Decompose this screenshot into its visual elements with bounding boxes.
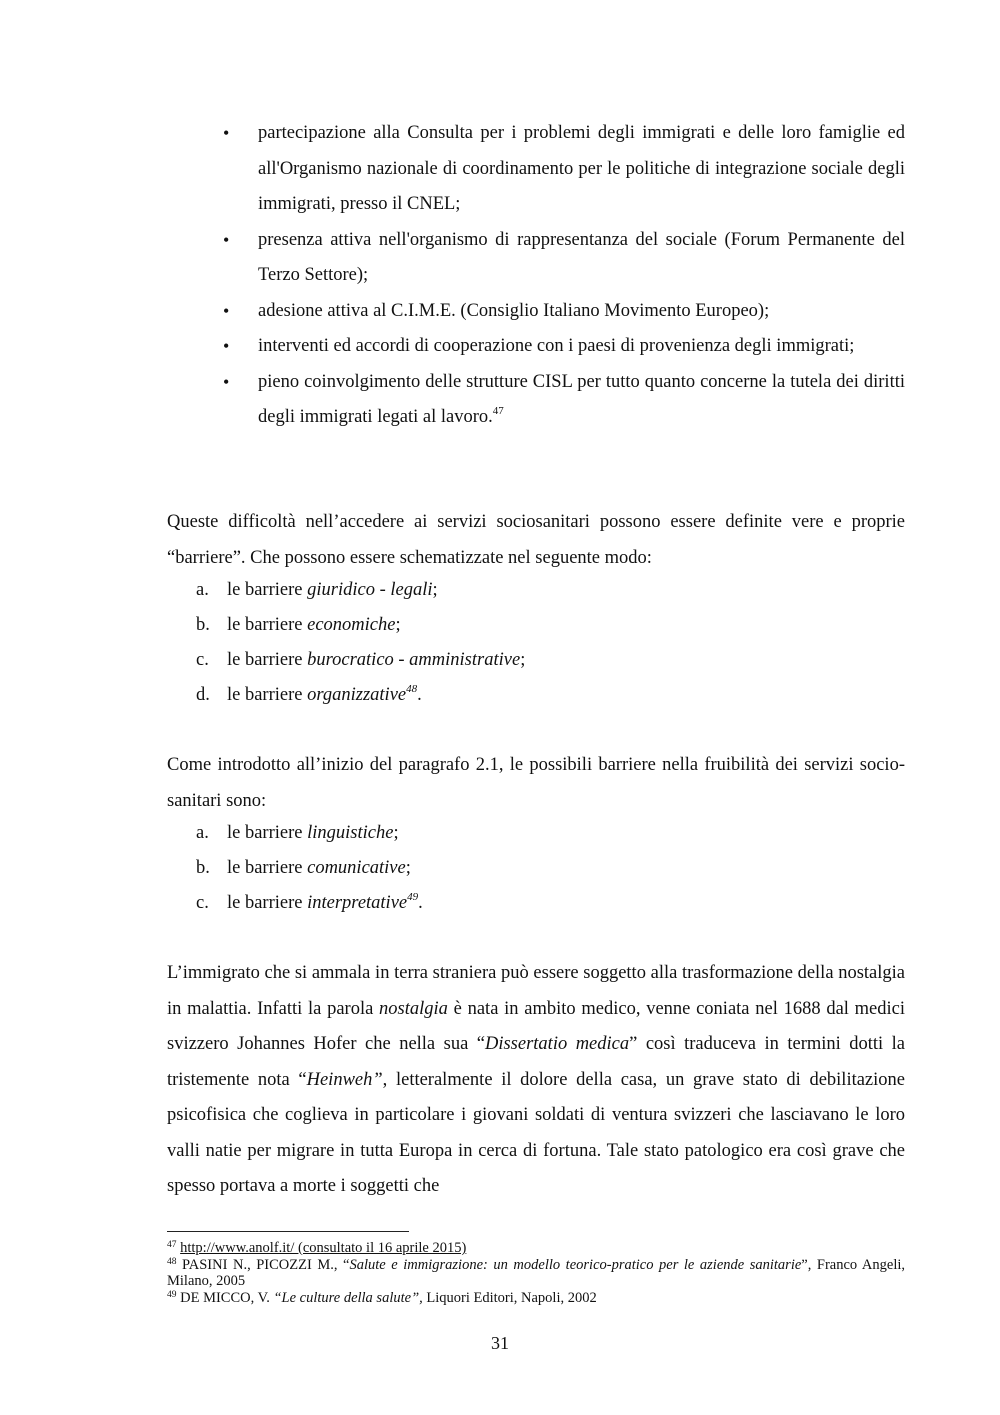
bullet-item <box>223 116 905 223</box>
list-item-suffix: . <box>417 685 422 705</box>
italic-term: nostalgia <box>379 998 448 1019</box>
list-marker: a. <box>196 580 209 600</box>
bullet-icon: • <box>223 123 230 143</box>
list-item <box>196 816 423 851</box>
list-marker: a. <box>196 823 209 843</box>
paragraph-barriers-fruition: Come introdotto all’inizio del paragrafo 2.1, le possibili barriere nella fruibilità dei servizi socio-sanitari sono: <box>167 755 905 811</box>
paragraph-nostalgia: L’immigrato che si ammala in terra straniera può essere soggetto alla trasformazione della nostalgia in malattia. Infatti la parola nostalgia è nata in ambito medico, venne coniata nel 1688 dal medici svizzero Johannes Hofer che nella sua “Dissertatio medica” così traduceva in termini dotti la tristemente nota “Heinweh”, letteralmente il dolore della casa, un grave stato di debilitazione psicofisica che coglieva in particolare i giovani soldati di ventura svizzeri che lasciavano le loro valli natie per migrare in tutta Europa in cerca di fortuna. Tale stato patologico era così grave che spesso portava a morte i soggetti che <box>167 963 906 1196</box>
footnote-number: 48 <box>167 1256 177 1267</box>
list-item-suffix: ; <box>520 650 526 670</box>
footnote-ref-47: 47 <box>492 405 504 417</box>
page-number: 31 <box>491 1333 509 1353</box>
footnote-49: $^{49}$ DE MICCO, V. “Le culture della salute”, Liquori Editori, Napoli, 2002 <box>167 1289 597 1306</box>
footnote-title: “Le culture della salute”, <box>273 1289 423 1306</box>
footnote-47 <box>167 1240 905 1257</box>
list-item <box>196 886 423 921</box>
list-item-text: le barriere <box>227 580 308 600</box>
bullet-text: partecipazione alla Consulta per i problemi degli immigrati e delle loro famiglie ed all'Organismo nazionale di coordinamento per le politiche di integrazione sociale degli immigrati, presso il CNEL; <box>258 123 905 214</box>
list-item-text: le barriere <box>227 893 308 913</box>
list-marker: c. <box>196 650 209 670</box>
bullet-item <box>223 329 905 365</box>
bullet-item <box>223 365 905 436</box>
list-item-suffix: ; <box>393 823 399 843</box>
list-item-text: le barriere <box>227 858 308 878</box>
list-item-term: interpretative <box>307 893 408 913</box>
list-item-term: comunicative <box>307 858 406 878</box>
list-item-term: organizzative <box>307 685 407 705</box>
bullet-icon: • <box>223 300 230 321</box>
list-item-term: linguistiche <box>307 823 394 843</box>
list-item-text: le barriere <box>227 685 308 705</box>
list-item <box>196 643 525 678</box>
list-item-suffix: ; <box>405 858 411 878</box>
bullet-text: interventi ed accordi di cooperazione con i paesi di provenienza degli immigrati; <box>258 336 855 356</box>
italic-term: Heinweh” <box>306 1069 383 1090</box>
bullet-icon: • <box>223 336 230 356</box>
list-item-text: le barriere <box>227 615 308 635</box>
list-item-term: economiche <box>307 615 396 635</box>
list-item-term: giuridico - legali <box>307 580 433 600</box>
list-item <box>196 678 525 713</box>
list-item-suffix: ; <box>432 580 438 600</box>
footnote-number: 49 <box>167 1289 177 1300</box>
barriers-list <box>196 573 525 713</box>
list-item-suffix: . <box>418 893 423 913</box>
footnote-ref-48: 48 <box>406 683 418 695</box>
list-item-suffix: ; <box>395 615 401 635</box>
list-marker: c. <box>196 893 209 913</box>
bullet-icon: • <box>223 371 230 392</box>
list-item <box>196 851 423 886</box>
list-item-text: le barriere <box>227 650 308 670</box>
bullet-item <box>223 294 905 330</box>
italic-term: Dissertatio medica <box>484 1034 630 1054</box>
bullet-item <box>223 223 905 294</box>
footnote-link[interactable]: http://www.anolf.it/ (consultato il 16 aprile 2015) <box>180 1240 467 1256</box>
footnote-divider <box>167 1231 409 1232</box>
list-item <box>196 608 525 643</box>
bullet-text: presenza attiva nell'organismo di rappresentanza del sociale (Forum Permanente del Terzo Settore); <box>258 229 905 285</box>
footnote-ref-49: 49 <box>407 891 419 903</box>
footnote-48: $^{48}$ PASINI N., PICOZZI M., “Salute e immigrazione: un modello teorico-pratico per le aziende sanitarie”, Franco Angeli, Milano, 2005 <box>167 1256 905 1289</box>
bullet-text: pieno coinvolgimento delle strutture CISL per tutto quanto concerne la tutela dei diritti degli immigrati legati al lavoro. <box>258 371 905 427</box>
footnote-number: 47 <box>167 1240 177 1250</box>
list-item-term: burocratico - amministrative <box>307 650 521 670</box>
paragraph-barriers-intro: Queste difficoltà nell’accedere ai servizi sociosanitari possono essere definite vere e proprie “barriere”. Che possono essere schematizzate nel seguente modo: <box>167 512 905 568</box>
list-marker: b. <box>196 615 210 635</box>
list-marker: d. <box>196 685 210 705</box>
bullet-text: adesione attiva al C.I.M.E. (Consiglio Italiano Movimento Europeo); <box>258 300 770 321</box>
bullet-icon: • <box>223 229 230 250</box>
bullet-list <box>223 116 905 436</box>
barriers-list-2 <box>196 816 423 921</box>
list-item <box>196 573 525 608</box>
list-marker: b. <box>196 858 210 878</box>
footnotes <box>167 1240 905 1306</box>
list-item-text: le barriere <box>227 823 308 843</box>
footnote-title: Salute e immigrazione: un modello teorico-pratico per le aziende sanitarie <box>349 1256 802 1273</box>
